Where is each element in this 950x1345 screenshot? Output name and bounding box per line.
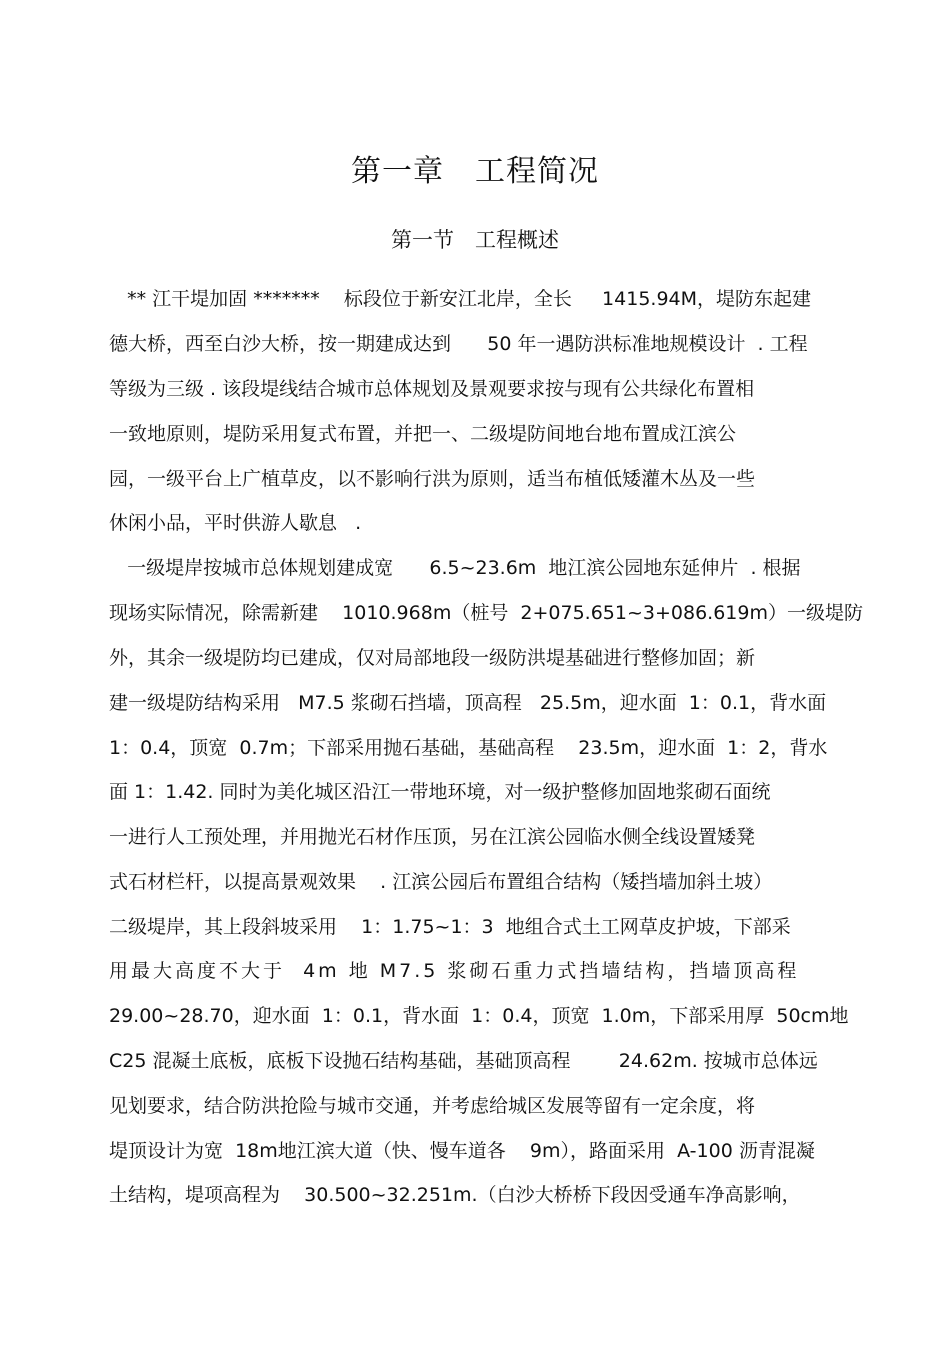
paragraph-line: 一致地原则，堤防采用复式布置，并把一、二级堤防间地台地布置成江滨公 — [109, 423, 737, 445]
paragraph-line: 1：0.4，顶宽 0.7m；下部采用抛石基础，基础高程 23.5m，迎水面 1：2，背水 — [109, 737, 828, 759]
paragraph-line: 等级为三级 . 该段堤线结合城市总体规划及景观要求按与现有公共绿化布置相 — [109, 378, 755, 400]
paragraph-line: 休闲小品，平时供游人歇息 . — [109, 512, 362, 534]
paragraph-line: C25 混凝土底板，底板下设抛石结构基础，基础顶高程 24.62m. 按城市总体远 — [109, 1050, 818, 1072]
paragraph-line: 建一级堤防结构采用 M7.5 浆砌石挡墙，顶高程 25.5m，迎水面 1：0.1，背水面 — [109, 692, 827, 714]
paragraph-line: 外，其余一级堤防均已建成，仅对局部地段一级防洪堤基础进行整修加固；新 — [109, 647, 756, 669]
paragraph-line: 二级堤岸，其上段斜坡采用 1：1.75~1：3 地组合式土工网草皮护坡，下部采 — [109, 916, 791, 938]
paragraph-line: 德大桥，西至白沙大桥，按一期建成达到 50 年一遇防洪标准地规模设计 . 工程 — [109, 333, 808, 355]
paragraph-line: 堤顶设计为宽 18m地江滨大道（快、慢车道各 9m），路面采用 A-100 沥青混凝 — [109, 1140, 815, 1162]
paragraph-line: 29.00~28.70，迎水面 1：0.1，背水面 1：0.4，顶宽 1.0m，下部采用厚 50cm地 — [109, 1005, 849, 1027]
paragraph-line: 式石材栏杆，以提高景观效果 . 江滨公园后布置组合结构（矮挡墙加斜土坡） — [109, 871, 773, 893]
paragraph-line: 园，一级平台上广植草皮，以不影响行洪为原则，适当布植低矮灌木丛及一些 — [109, 468, 756, 490]
paragraph-line: ** 江干堤加固 ******* 标段位于新安江北岸，全长 1415.94M，堤防东起建 — [109, 288, 812, 310]
paragraph-line: 见划要求，结合防洪抢险与城市交通，并考虑给城区发展等留有一定余度，将 — [109, 1095, 756, 1117]
paragraph-line: 一级堤岸按城市总体规划建成宽 6.5~23.6m 地江滨公园地东延伸片 . 根据 — [109, 557, 801, 579]
paragraph-line: 一进行人工预处理，并用抛光石材作压顶，另在江滨公园临水侧全线设置矮凳 — [109, 826, 756, 848]
chapter-title: 第一章 工程简况 — [351, 154, 599, 189]
paragraph-line: 面 1：1.42. 同时为美化城区沿江一带地环境，对一级护整修加固地浆砌石面统 — [109, 781, 771, 803]
paragraph-line: 现场实际情况，除需新建 1010.968m（桩号 2+075.651~3+086.619m）一级堤防 — [109, 602, 863, 624]
paragraph-line: 土结构，堤项高程为 30.500~32.251m.（白沙大桥桥下段因受通车净高影响， — [109, 1184, 801, 1206]
paragraph-line: 用最大高度不大于 4m 地 M7.5 浆砌石重力式挡墙结构，挡墙顶高程 — [109, 960, 800, 982]
section-title: 第一节 工程概述 — [391, 228, 559, 252]
